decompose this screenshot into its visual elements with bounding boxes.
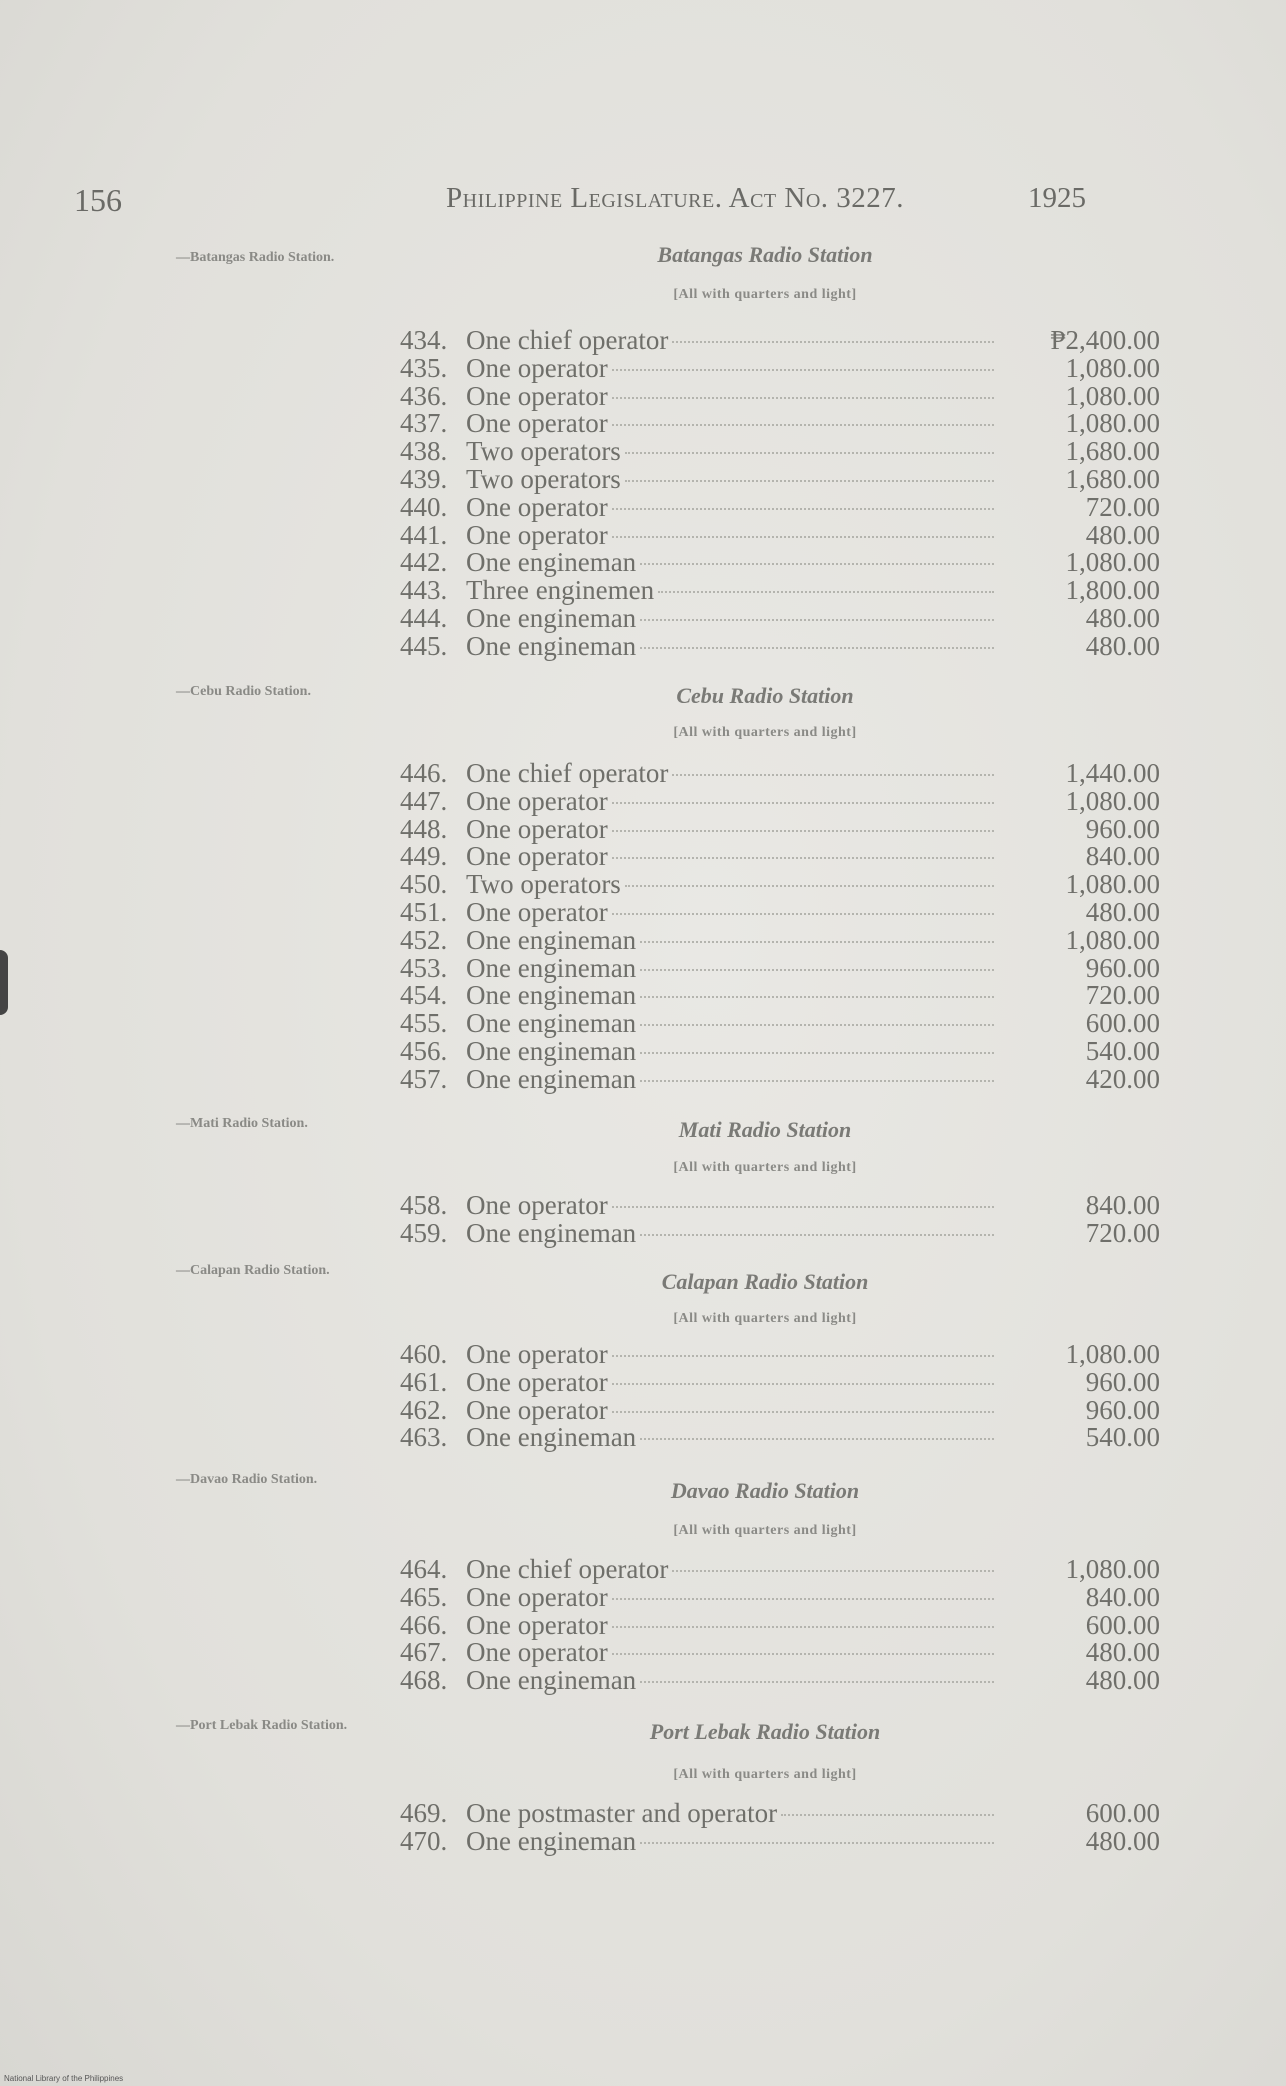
- item-number: 439.: [400, 463, 448, 494]
- header-year: 1925: [1028, 182, 1086, 214]
- item-description: One operator: [466, 380, 608, 411]
- item-row: [400, 1341, 1160, 1369]
- item-number: 434.: [400, 325, 448, 355]
- item-row: [400, 871, 1160, 899]
- item-list: [400, 760, 1160, 1094]
- item-number: 453.: [400, 952, 448, 983]
- item-amount: 1,080.00: [1065, 785, 1160, 816]
- section-note: [All with quarters and light]: [673, 1311, 857, 1326]
- item-row: [400, 380, 1160, 411]
- margin-note: —Mati Radio Station.: [176, 1116, 308, 1131]
- item-description: One operator: [466, 841, 608, 872]
- item-amount: 840.00: [1085, 1190, 1160, 1220]
- item-list: [400, 1341, 1160, 1452]
- page-header: [70, 178, 1100, 222]
- section-title: Calapan Radio Station: [661, 1269, 869, 1294]
- dot-leader: [612, 857, 994, 859]
- item-description: One operator: [466, 1339, 608, 1369]
- item-row: [400, 1424, 1160, 1452]
- item-amount: 600.00: [1085, 1008, 1160, 1039]
- item-number: 445.: [400, 630, 448, 661]
- running-title: Philippine Legislature. Act No. 3227.: [446, 182, 905, 214]
- dot-leader: [640, 1681, 994, 1683]
- item-list: [400, 327, 1160, 661]
- item-description: One operator: [466, 1581, 608, 1612]
- item-row: [400, 491, 1160, 522]
- item-number: 464.: [400, 1554, 448, 1584]
- item-number: 447.: [400, 785, 448, 816]
- section-title: Cebu Radio Station: [676, 683, 854, 708]
- item-description: One chief operator: [466, 325, 669, 355]
- dot-leader: [612, 1383, 994, 1385]
- item-row: [400, 1825, 1160, 1856]
- item-row: [400, 1217, 1160, 1248]
- item-row: [400, 982, 1160, 1010]
- item-description: One engineman: [466, 924, 637, 955]
- item-description: One operator: [466, 491, 608, 522]
- margin-note: —Davao Radio Station.: [176, 1472, 318, 1487]
- item-number: 458.: [400, 1190, 448, 1220]
- item-row: [400, 760, 1160, 788]
- item-row: [400, 1035, 1160, 1066]
- item-number: 448.: [400, 813, 448, 844]
- dot-leader: [612, 369, 994, 371]
- item-description: One engineman: [466, 1035, 637, 1066]
- margin-note: —Batangas Radio Station.: [176, 250, 335, 265]
- item-description: One operator: [466, 1609, 608, 1640]
- item-description: One engineman: [466, 980, 637, 1011]
- margin-note: —Port Lebak Radio Station.: [176, 1718, 348, 1733]
- item-number: 463.: [400, 1422, 448, 1453]
- section-note: [All with quarters and light]: [673, 287, 857, 302]
- item-row: [400, 410, 1160, 438]
- dot-leader: [612, 1355, 994, 1357]
- item-amount: 1,080.00: [1065, 924, 1160, 955]
- dot-leader: [612, 913, 994, 915]
- dot-leader: [640, 1842, 994, 1844]
- item-amount: 960.00: [1085, 1366, 1160, 1397]
- item-amount: 1,080.00: [1065, 1554, 1160, 1584]
- item-description: Three enginemen: [466, 575, 655, 606]
- item-amount: 1,080.00: [1065, 1339, 1160, 1369]
- dot-leader: [640, 941, 994, 943]
- section-title: Davao Radio Station: [670, 1478, 860, 1503]
- page-edge-shadow: [0, 950, 8, 1015]
- item-number: 450.: [400, 869, 448, 900]
- item-amount: 1,080.00: [1065, 547, 1160, 578]
- item-row: [400, 1394, 1160, 1425]
- item-amount: 480.00: [1085, 602, 1160, 633]
- item-number: 459.: [400, 1217, 448, 1248]
- item-description: One engineman: [466, 952, 637, 983]
- section-note: [All with quarters and light]: [673, 725, 857, 740]
- item-number: 460.: [400, 1339, 448, 1369]
- dot-leader: [612, 536, 994, 538]
- page-number: 156: [74, 182, 122, 218]
- dot-leader: [640, 1024, 994, 1026]
- item-row: [400, 1800, 1160, 1828]
- item-row: [400, 577, 1160, 605]
- item-description: One engineman: [466, 1825, 637, 1856]
- item-row: [400, 549, 1160, 577]
- item-row: [400, 1192, 1160, 1220]
- item-row: [400, 438, 1160, 466]
- item-description: One operator: [466, 352, 608, 383]
- item-amount: 480.00: [1085, 1637, 1160, 1668]
- item-number: 467.: [400, 1637, 448, 1668]
- dot-leader: [612, 1206, 994, 1208]
- dot-leader: [612, 508, 994, 510]
- dot-leader: [640, 996, 994, 998]
- dot-leader: [640, 1234, 994, 1236]
- item-number: 454.: [400, 980, 448, 1011]
- margin-note: —Calapan Radio Station.: [176, 1263, 330, 1278]
- item-row: [400, 1667, 1160, 1695]
- dot-leader: [640, 619, 994, 621]
- item-description: One engineman: [466, 1217, 637, 1248]
- item-row: [400, 785, 1160, 816]
- item-description: Two operators: [466, 463, 621, 494]
- item-number: 449.: [400, 841, 448, 872]
- item-number: 451.: [400, 896, 448, 927]
- item-number: 470.: [400, 1825, 448, 1856]
- section-title: Batangas Radio Station: [657, 242, 873, 267]
- dot-leader: [612, 802, 994, 804]
- item-description: One engineman: [466, 1063, 637, 1094]
- dot-leader: [612, 1626, 994, 1628]
- item-number: 462.: [400, 1394, 448, 1425]
- item-number: 469.: [400, 1798, 448, 1828]
- dot-leader: [658, 591, 994, 593]
- item-number: 444.: [400, 602, 448, 633]
- item-description: One engineman: [466, 547, 637, 578]
- item-amount: 1,080.00: [1065, 869, 1160, 900]
- section-note: [All with quarters and light]: [673, 1160, 857, 1175]
- item-amount: ₱2,400.00: [1050, 325, 1160, 355]
- item-row: [400, 813, 1160, 844]
- item-number: 443.: [400, 575, 448, 606]
- item-number: 436.: [400, 380, 448, 411]
- dot-leader: [672, 341, 994, 343]
- dot-leader: [640, 969, 994, 971]
- item-number: 437.: [400, 408, 448, 439]
- dot-leader: [625, 480, 994, 482]
- item-amount: 540.00: [1085, 1035, 1160, 1066]
- item-row: [400, 1609, 1160, 1640]
- item-number: 438.: [400, 436, 448, 467]
- item-description: One operator: [466, 519, 608, 550]
- item-amount: 600.00: [1085, 1609, 1160, 1640]
- item-row: [400, 1581, 1160, 1612]
- dot-leader: [672, 774, 994, 776]
- item-row: [400, 1366, 1160, 1397]
- item-number: 465.: [400, 1581, 448, 1612]
- dot-leader: [612, 1653, 994, 1655]
- item-description: One operator: [466, 896, 608, 927]
- dot-leader: [672, 1570, 994, 1572]
- item-description: One operator: [466, 1394, 608, 1425]
- dot-leader: [612, 830, 994, 832]
- item-number: 440.: [400, 491, 448, 522]
- item-row: [400, 327, 1160, 355]
- item-description: One engineman: [466, 602, 637, 633]
- item-number: 446.: [400, 758, 448, 788]
- item-amount: 480.00: [1085, 896, 1160, 927]
- item-amount: 600.00: [1085, 1798, 1160, 1828]
- item-amount: 540.00: [1085, 1422, 1160, 1453]
- item-list: [400, 1556, 1160, 1695]
- dot-leader: [640, 647, 994, 649]
- item-row: [400, 519, 1160, 550]
- dot-leader: [640, 563, 994, 565]
- dot-leader: [612, 397, 994, 399]
- footer-credit: National Library of the Philippines: [4, 2074, 124, 2083]
- item-description: One engineman: [466, 630, 637, 661]
- dot-leader: [640, 1052, 994, 1054]
- item-amount: 720.00: [1085, 1217, 1160, 1248]
- item-row: [400, 1556, 1160, 1584]
- item-amount: 420.00: [1085, 1063, 1160, 1094]
- item-description: One engineman: [466, 1665, 637, 1696]
- item-description: One engineman: [466, 1008, 637, 1039]
- item-amount: 840.00: [1085, 1581, 1160, 1612]
- item-row: [400, 952, 1160, 983]
- item-amount: 1,080.00: [1065, 408, 1160, 439]
- item-description: One operator: [466, 1190, 608, 1220]
- item-amount: 480.00: [1085, 630, 1160, 661]
- item-amount: 1,440.00: [1065, 758, 1160, 788]
- item-row: [400, 602, 1160, 633]
- item-amount: 960.00: [1085, 1394, 1160, 1425]
- item-description: One operator: [466, 1637, 608, 1668]
- item-description: One chief operator: [466, 758, 669, 788]
- item-row: [400, 1063, 1160, 1094]
- item-description: Two operators: [466, 869, 621, 900]
- item-list: [400, 1192, 1160, 1248]
- item-description: One operator: [466, 785, 608, 816]
- item-amount: 480.00: [1085, 1665, 1160, 1696]
- item-number: 461.: [400, 1366, 448, 1397]
- item-amount: 840.00: [1085, 841, 1160, 872]
- dot-leader: [612, 1411, 994, 1413]
- dot-leader: [781, 1814, 994, 1816]
- item-number: 452.: [400, 924, 448, 955]
- item-amount: 960.00: [1085, 952, 1160, 983]
- item-row: [400, 896, 1160, 927]
- item-description: One operator: [466, 408, 608, 439]
- item-number: 442.: [400, 547, 448, 578]
- dot-leader: [625, 452, 994, 454]
- item-row: [400, 352, 1160, 383]
- item-description: One engineman: [466, 1422, 637, 1453]
- item-number: 468.: [400, 1665, 448, 1696]
- item-description: One postmaster and operator: [466, 1798, 778, 1828]
- item-description: One operator: [466, 1366, 608, 1397]
- item-amount: 480.00: [1085, 1825, 1160, 1856]
- item-number: 457.: [400, 1063, 448, 1094]
- dot-leader: [640, 1080, 994, 1082]
- dot-leader: [612, 1598, 994, 1600]
- section-title: Port Lebak Radio Station: [649, 1719, 881, 1744]
- item-amount: 1,080.00: [1065, 380, 1160, 411]
- item-list: [400, 1800, 1160, 1856]
- section-title: Mati Radio Station: [678, 1117, 852, 1142]
- item-row: [400, 843, 1160, 871]
- item-number: 435.: [400, 352, 448, 383]
- item-row: [400, 630, 1160, 661]
- item-description: One chief operator: [466, 1554, 669, 1584]
- item-row: [400, 1639, 1160, 1667]
- dot-leader: [625, 885, 994, 887]
- item-amount: 960.00: [1085, 813, 1160, 844]
- item-amount: 1,680.00: [1065, 463, 1160, 494]
- item-description: Two operators: [466, 436, 621, 467]
- item-row: [400, 924, 1160, 955]
- item-number: 466.: [400, 1609, 448, 1640]
- item-amount: 1,080.00: [1065, 352, 1160, 383]
- margin-note: —Cebu Radio Station.: [176, 684, 311, 699]
- dot-leader: [612, 424, 994, 426]
- item-amount: 1,800.00: [1065, 575, 1160, 606]
- item-description: One operator: [466, 813, 608, 844]
- item-number: 456.: [400, 1035, 448, 1066]
- item-amount: 720.00: [1085, 980, 1160, 1011]
- section-note: [All with quarters and light]: [673, 1523, 857, 1538]
- section-note: [All with quarters and light]: [673, 1767, 857, 1782]
- item-amount: 1,680.00: [1065, 436, 1160, 467]
- item-row: [400, 1010, 1160, 1038]
- item-number: 441.: [400, 519, 448, 550]
- item-amount: 720.00: [1085, 491, 1160, 522]
- item-row: [400, 463, 1160, 494]
- dot-leader: [640, 1438, 994, 1440]
- item-amount: 480.00: [1085, 519, 1160, 550]
- item-number: 455.: [400, 1008, 448, 1039]
